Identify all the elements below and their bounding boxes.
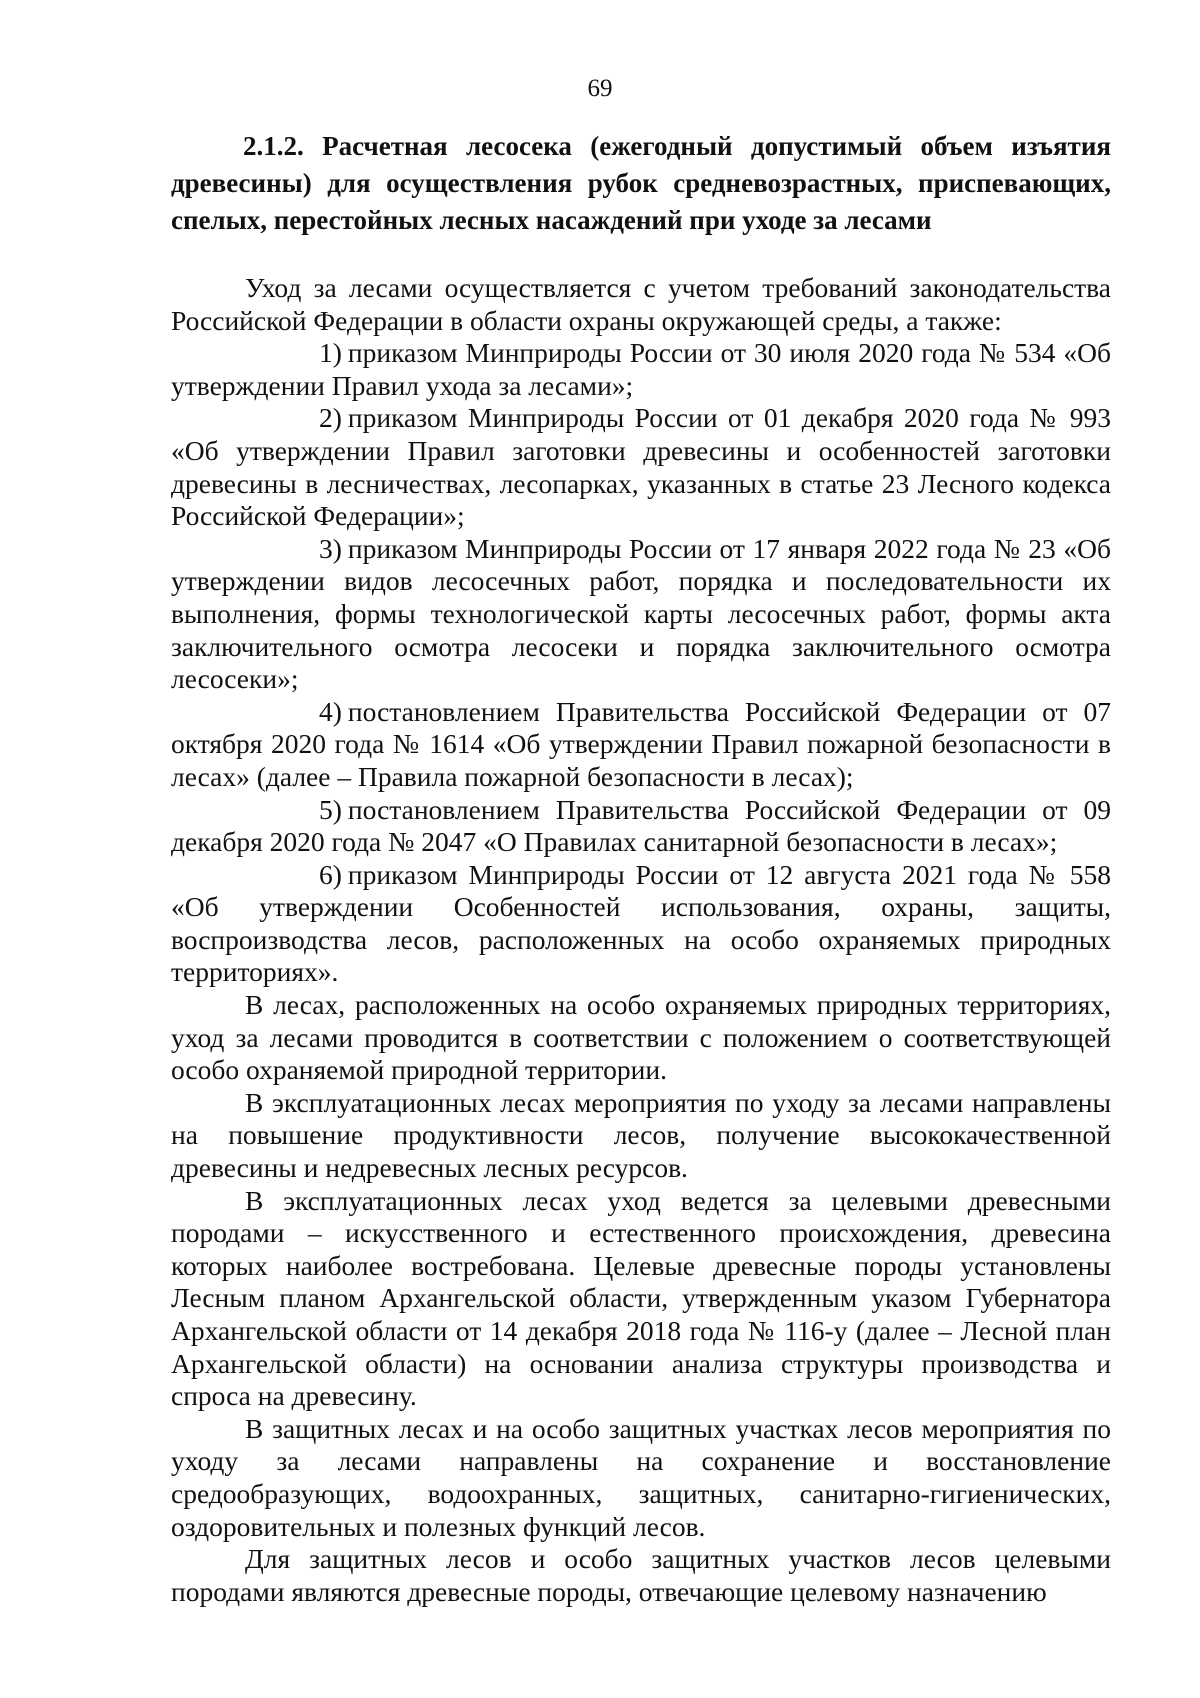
page-number: 69 [587,75,613,102]
body-paragraph: В защитных лесах и на особо защитных участках лесов мероприятия по уходу за лесами направлены на сохранение и восстановление средообразующих, водоохранных, защитных, санитарно-гигиенических, оздоровительных и полезных функций лесов. [171,1412,1111,1542]
body-paragraph: Для защитных лесов и особо защитных участков лесов целевыми породами являются древесные породы, отвечающие целевому назначению [171,1543,1111,1607]
body-paragraph: В эксплуатационных лесах мероприятия по уходу за лесами направлены на повышение продуктивности лесов, получение высококачественной древесины и недревесных лесных ресурсов. [171,1086,1111,1184]
list-item [171,533,1111,696]
section-heading: 2.1.2. Расчетная лесосека (ежегодный допустимый объем изъятия древесины) для осуществления рубок средневозрастных, приспевающих, спелых, перестойных лесных насаждений при уходе за лесами [171,131,1111,235]
list-item [171,696,1111,794]
list-item-number: 3) [319,532,342,564]
list-item-number: 4) [319,695,342,727]
body-paragraph: В эксплуатационных лесах уход ведется за целевыми древесными породами – искусственного и естественного происхождения, древесина которых наиболее востребована. Целевые древесные породы установлены Лесным планом Архангельской области, утвержденным указом Губернатора Архангельской области от 14 декабря 2018 года № 116-у (далее – Лесной план Архангельской области) на основании анализа структуры производства и спроса на древесину. [171,1184,1111,1412]
list-item-text: постановлением Правительства Российской Федерации от 09 декабря 2020 года № 2047 «О Правилах санитарной безопасности в лесах»; [171,793,1111,858]
intro-paragraph: Уход за лесами осуществляется с учетом требований законодательства Российской Федерации в области охраны окружающей среды, а также: [171,272,1111,336]
list-item-number: 5) [319,793,342,825]
document-body [171,272,1111,1608]
list-item-text: постановлением Правительства Российской Федерации от 07 октября 2020 года № 1614 «Об утверждении Правил пожарной безопасности в лесах» (далее – Правила пожарной безопасности в лесах); [171,695,1111,792]
body-paragraph: В лесах, расположенных на особо охраняемых природных территориях, уход за лесами проводится в соответствии с положением о соответствующей особо охраняемой природной территории. [171,989,1111,1086]
list-item [171,402,1111,532]
list-item-number: 1) [319,337,342,369]
list-item [171,337,1111,402]
list-item-text: приказом Минприроды России от 17 января 2022 года № 23 «Об утверждении видов лесосечных работ, порядка и последовательности их выполнения, формы технологической карты лесосечных работ, формы акта заключительного осмотра лесосеки и порядка заключительного осмотра лесосеки»; [171,532,1111,695]
list-item-text: приказом Минприроды России от 01 декабря 2020 года № 993 «Об утверждении Правил заготовки древесины и особенностей заготовки древесины в лесничествах, лесопарках, указанных в статье 23 Лесного кодекса Российской Федерации»; [171,402,1111,532]
list-item [171,859,1111,989]
list-item-number: 2) [319,402,342,434]
list-item-text: приказом Минприроды России от 30 июля 2020 года № 534 «Об утверждении Правил ухода за лесами»; [171,337,1111,401]
list-item [171,794,1111,859]
list-item-text: приказом Минприроды России от 12 августа 2021 года № 558 «Об утверждении Особенностей использования, охраны, защиты, воспроизводства лесов, расположенных на особо охраняемых природных территориях». [171,858,1111,988]
list-item-number: 6) [319,858,342,890]
